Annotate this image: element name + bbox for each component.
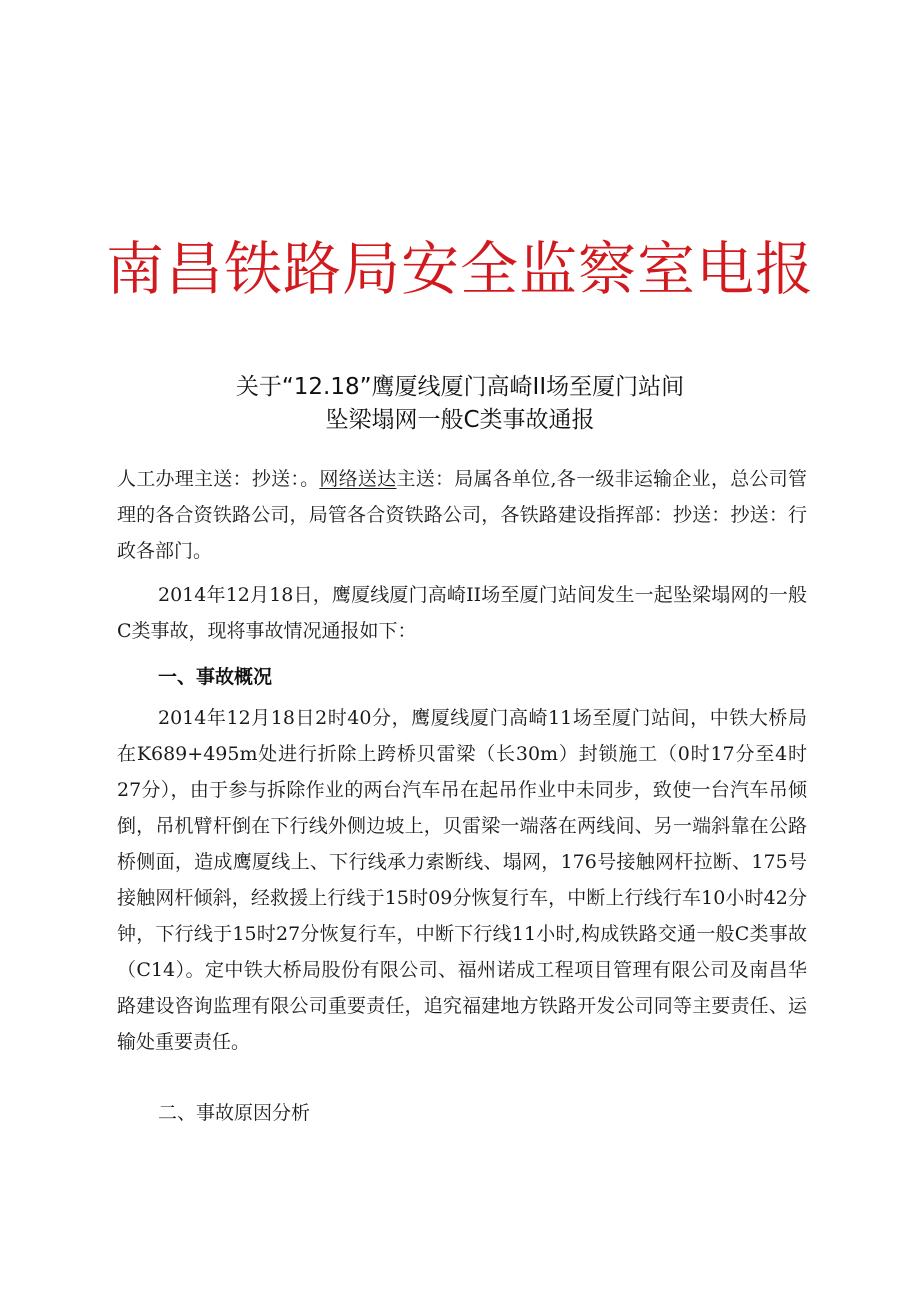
overview-block	[117, 700, 807, 1060]
distribution-paragraph	[117, 461, 807, 569]
telegram-masthead: 南昌铁路局安全监察室电报	[105, 235, 814, 303]
overview-paragraph: 2014年12月18日2时40分，鹰厦线厦门高崎11场至厦门站间，中铁大桥局在K689+495m处进行折除上跨桥贝雷梁（长30m）封锁施工（0时17分至4时27分），由于参与拆除作业的两台汽车吊在起吊作业中未同步，致使一台汽车吊倾倒，吊机臂杆倒在下行线外侧边坡上，贝雷梁一端落在两线间、另一端斜靠在公路桥侧面，造成鹰厦线上、下行线承力索断线、塌网，176号接触网杆拉断、175号接触网杆倾斜，经救援上行线于15时09分恢复行车，中断上行线行车10小时42分钟，下行线于15时27分恢复行车，中断下行线11小时,构成铁路交通一般C类事故（C14）。定中铁大桥局股份有限公司、福州诺成工程项目管理有限公司及南昌华路建设咨询监理有限公司重要责任，追究福建地方铁路开发公司同等主要责任、运输处重要责任。	[117, 707, 807, 1053]
distribution-network-label: 网络送达	[319, 468, 397, 490]
distribution-recipients: 主送：局属各单位,各一级非运输企业，总公司管理的各合资铁路公司，局管各合资铁路公司，各铁路建设指挥部：抄送：抄送：行政各部门。	[117, 468, 807, 562]
distribution-list	[117, 461, 807, 569]
intro-block	[117, 577, 807, 649]
distribution-manual-prefix: 人工办理主送：抄送：。	[117, 468, 320, 490]
subject-title-line-2: 坠梁塌网一般C类事故通报	[325, 407, 595, 433]
subject-title-line-1: 关于“12.18”鹰厦线厦门高崎II场至厦门站间	[235, 374, 685, 400]
section-heading-cause-analysis: 二、事故原因分析	[158, 1102, 311, 1124]
section-heading-overview: 一、事故概况	[158, 666, 273, 688]
intro-paragraph: 2014年12月18日，鹰厦线厦门高崎II场至厦门站间发生一起坠梁塌网的一般C类事故，现将事故情况通报如下：	[117, 584, 807, 642]
